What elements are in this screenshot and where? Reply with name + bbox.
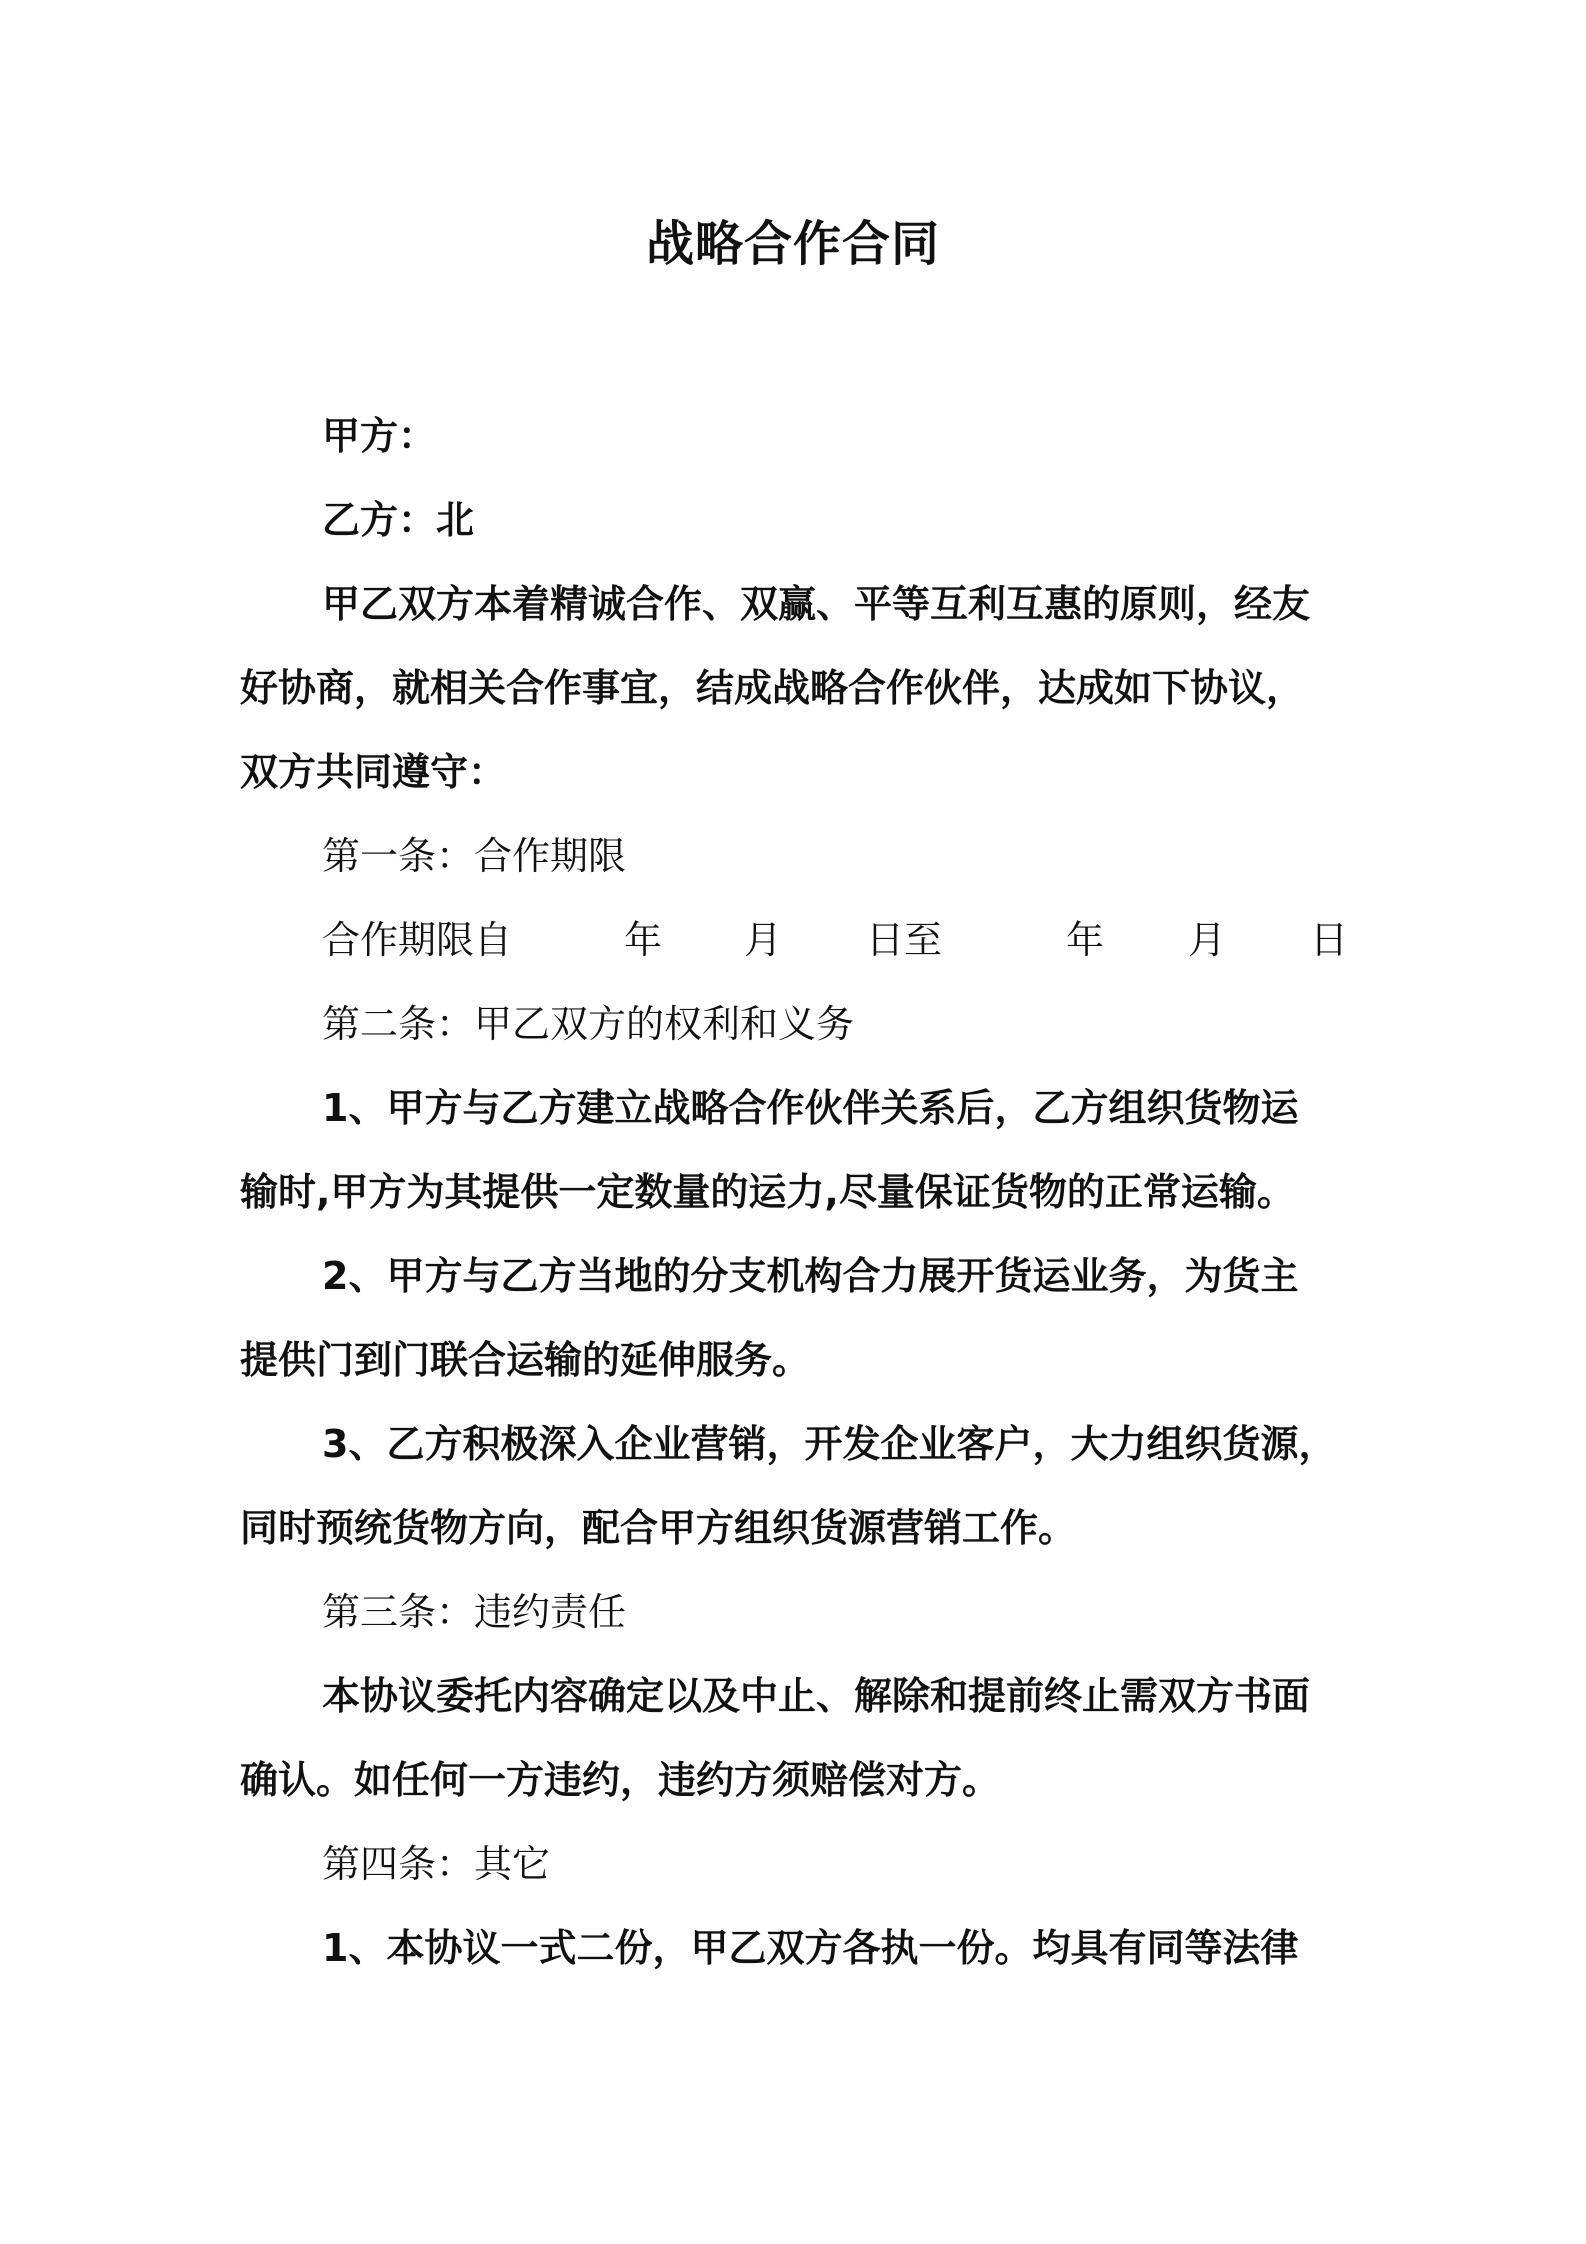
term-month-1: 月	[744, 918, 783, 962]
clause2-2-line-1: 2、甲方与乙方当地的分支机构合力展开货运业务，为货主	[322, 1254, 1299, 1298]
article3-heading: 第三条：违约责任	[322, 1590, 627, 1634]
article3-text-line-1: 本协议委托内容确定以及中止、解除和提前终止需双方书面	[322, 1674, 1311, 1718]
article4-heading: 第四条：其它	[322, 1842, 551, 1886]
term-month-2: 月	[1188, 918, 1227, 962]
party-b-line: 乙方：北	[322, 498, 475, 542]
clause2-1-line-1: 1、甲方与乙方建立战略合作伙伴关系后，乙方组织货物运	[322, 1086, 1299, 1130]
term-line	[0, 912, 1586, 968]
preamble-line-1: 甲乙双方本着精诚合作、双赢、平等互利互惠的原则，经友	[322, 582, 1311, 626]
article3-text-line-2: 确认。如任何一方违约，违约方须赔偿对方。	[240, 1758, 1001, 1802]
clause4-1-line-1: 1、本协议一式二份，甲乙双方各执一份。均具有同等法律	[322, 1926, 1299, 1970]
preamble-line-3: 双方共同遵守：	[240, 750, 507, 794]
party-a-line: 甲方：	[322, 414, 437, 458]
term-day-2: 日	[1310, 918, 1349, 962]
article1-heading: 第一条：合作期限	[322, 834, 627, 878]
term-day-to: 日至	[866, 918, 943, 962]
article2-heading: 第二条：甲乙双方的权利和义务	[322, 1002, 855, 1046]
document-title: 战略合作合同	[645, 216, 940, 272]
term-year-1: 年	[624, 918, 663, 962]
clause2-1-line-2: 输时,甲方为其提供一定数量的运力,尽量保证货物的正常运输。	[240, 1170, 1295, 1214]
clause2-3-line-2: 同时预统货物方向，配合甲方组织货源营销工作。	[240, 1506, 1077, 1550]
preamble-line-2: 好协商，就相关合作事宜，结成战略合作伙伴，达成如下协议，	[240, 666, 1305, 710]
clause2-3-line-1: 3、乙方积极深入企业营销，开发企业客户，大力组织货源，	[322, 1422, 1337, 1466]
term-year-2: 年	[1066, 918, 1105, 962]
term-prefix: 合作期限自	[322, 918, 513, 962]
clause2-2-line-2: 提供门到门联合运输的延伸服务。	[240, 1338, 811, 1382]
